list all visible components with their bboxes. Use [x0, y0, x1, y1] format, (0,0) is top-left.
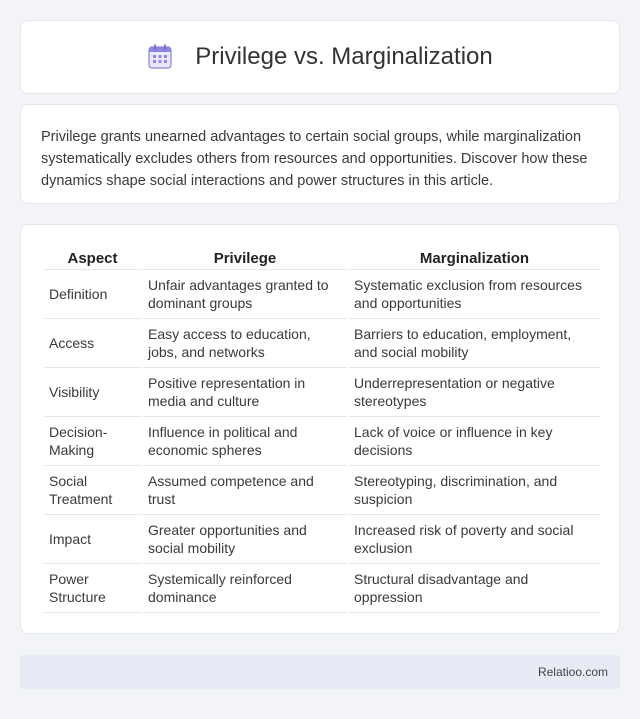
aspect-cell: Access	[44, 319, 141, 368]
aspect-cell: Decision-Making	[44, 417, 141, 466]
table-row	[44, 417, 600, 466]
aspect-cell: Definition	[44, 270, 141, 319]
comparison-card	[20, 224, 620, 634]
table-row	[44, 515, 600, 564]
title-wrap	[147, 43, 492, 71]
page-title: Privilege vs. Marginalization	[195, 43, 493, 70]
aspect-cell: Visibility	[44, 368, 141, 417]
table-row	[44, 564, 600, 613]
marginalization-cell: Stereotyping, discrimination, and suspicion	[349, 466, 600, 515]
privilege-cell: Greater opportunities and social mobility	[143, 515, 347, 564]
marginalization-cell: Increased risk of poverty and social exclusion	[349, 515, 600, 564]
privilege-cell: Assumed competence and trust	[143, 466, 347, 515]
aspect-cell: Power Structure	[44, 564, 141, 613]
header-aspect: Aspect	[44, 245, 141, 270]
aspect-cell: Impact	[44, 515, 141, 564]
privilege-cell: Unfair advantages granted to dominant groups	[143, 270, 347, 319]
marginalization-cell: Underrepresentation or negative stereotypes	[349, 368, 600, 417]
comparison-table	[42, 245, 602, 613]
privilege-cell: Systemically reinforced dominance	[143, 564, 347, 613]
marginalization-cell: Barriers to education, employment, and social mobility	[349, 319, 600, 368]
table-row	[44, 319, 600, 368]
privilege-cell: Influence in political and economic spheres	[143, 417, 347, 466]
marginalization-cell: Structural disadvantage and oppression	[349, 564, 600, 613]
intro-card	[20, 104, 620, 204]
header-marginalization: Marginalization	[349, 245, 600, 270]
footer	[20, 655, 620, 689]
aspect-cell: Social Treatment	[44, 466, 141, 515]
privilege-cell: Easy access to education, jobs, and networks	[143, 319, 347, 368]
title-card	[20, 20, 620, 94]
table-header-row	[44, 245, 600, 270]
marginalization-cell: Systematic exclusion from resources and opportunities	[349, 270, 600, 319]
table-row	[44, 270, 600, 319]
table-row	[44, 368, 600, 417]
footer-brand[interactable]: Relatioo.com	[537, 665, 608, 679]
privilege-cell: Positive representation in media and culture	[143, 368, 347, 417]
marginalization-cell: Lack of voice or influence in key decisions	[349, 417, 600, 466]
table-row	[44, 466, 600, 515]
header-privilege: Privilege	[143, 245, 347, 270]
calendar-grid-icon	[147, 44, 173, 70]
intro-text: Privilege grants unearned advantages to certain social groups, while marginalization systematically excludes others from resources and opportunities. Discover how these dynamics shape social interactions and power structures in this article.	[41, 129, 588, 189]
